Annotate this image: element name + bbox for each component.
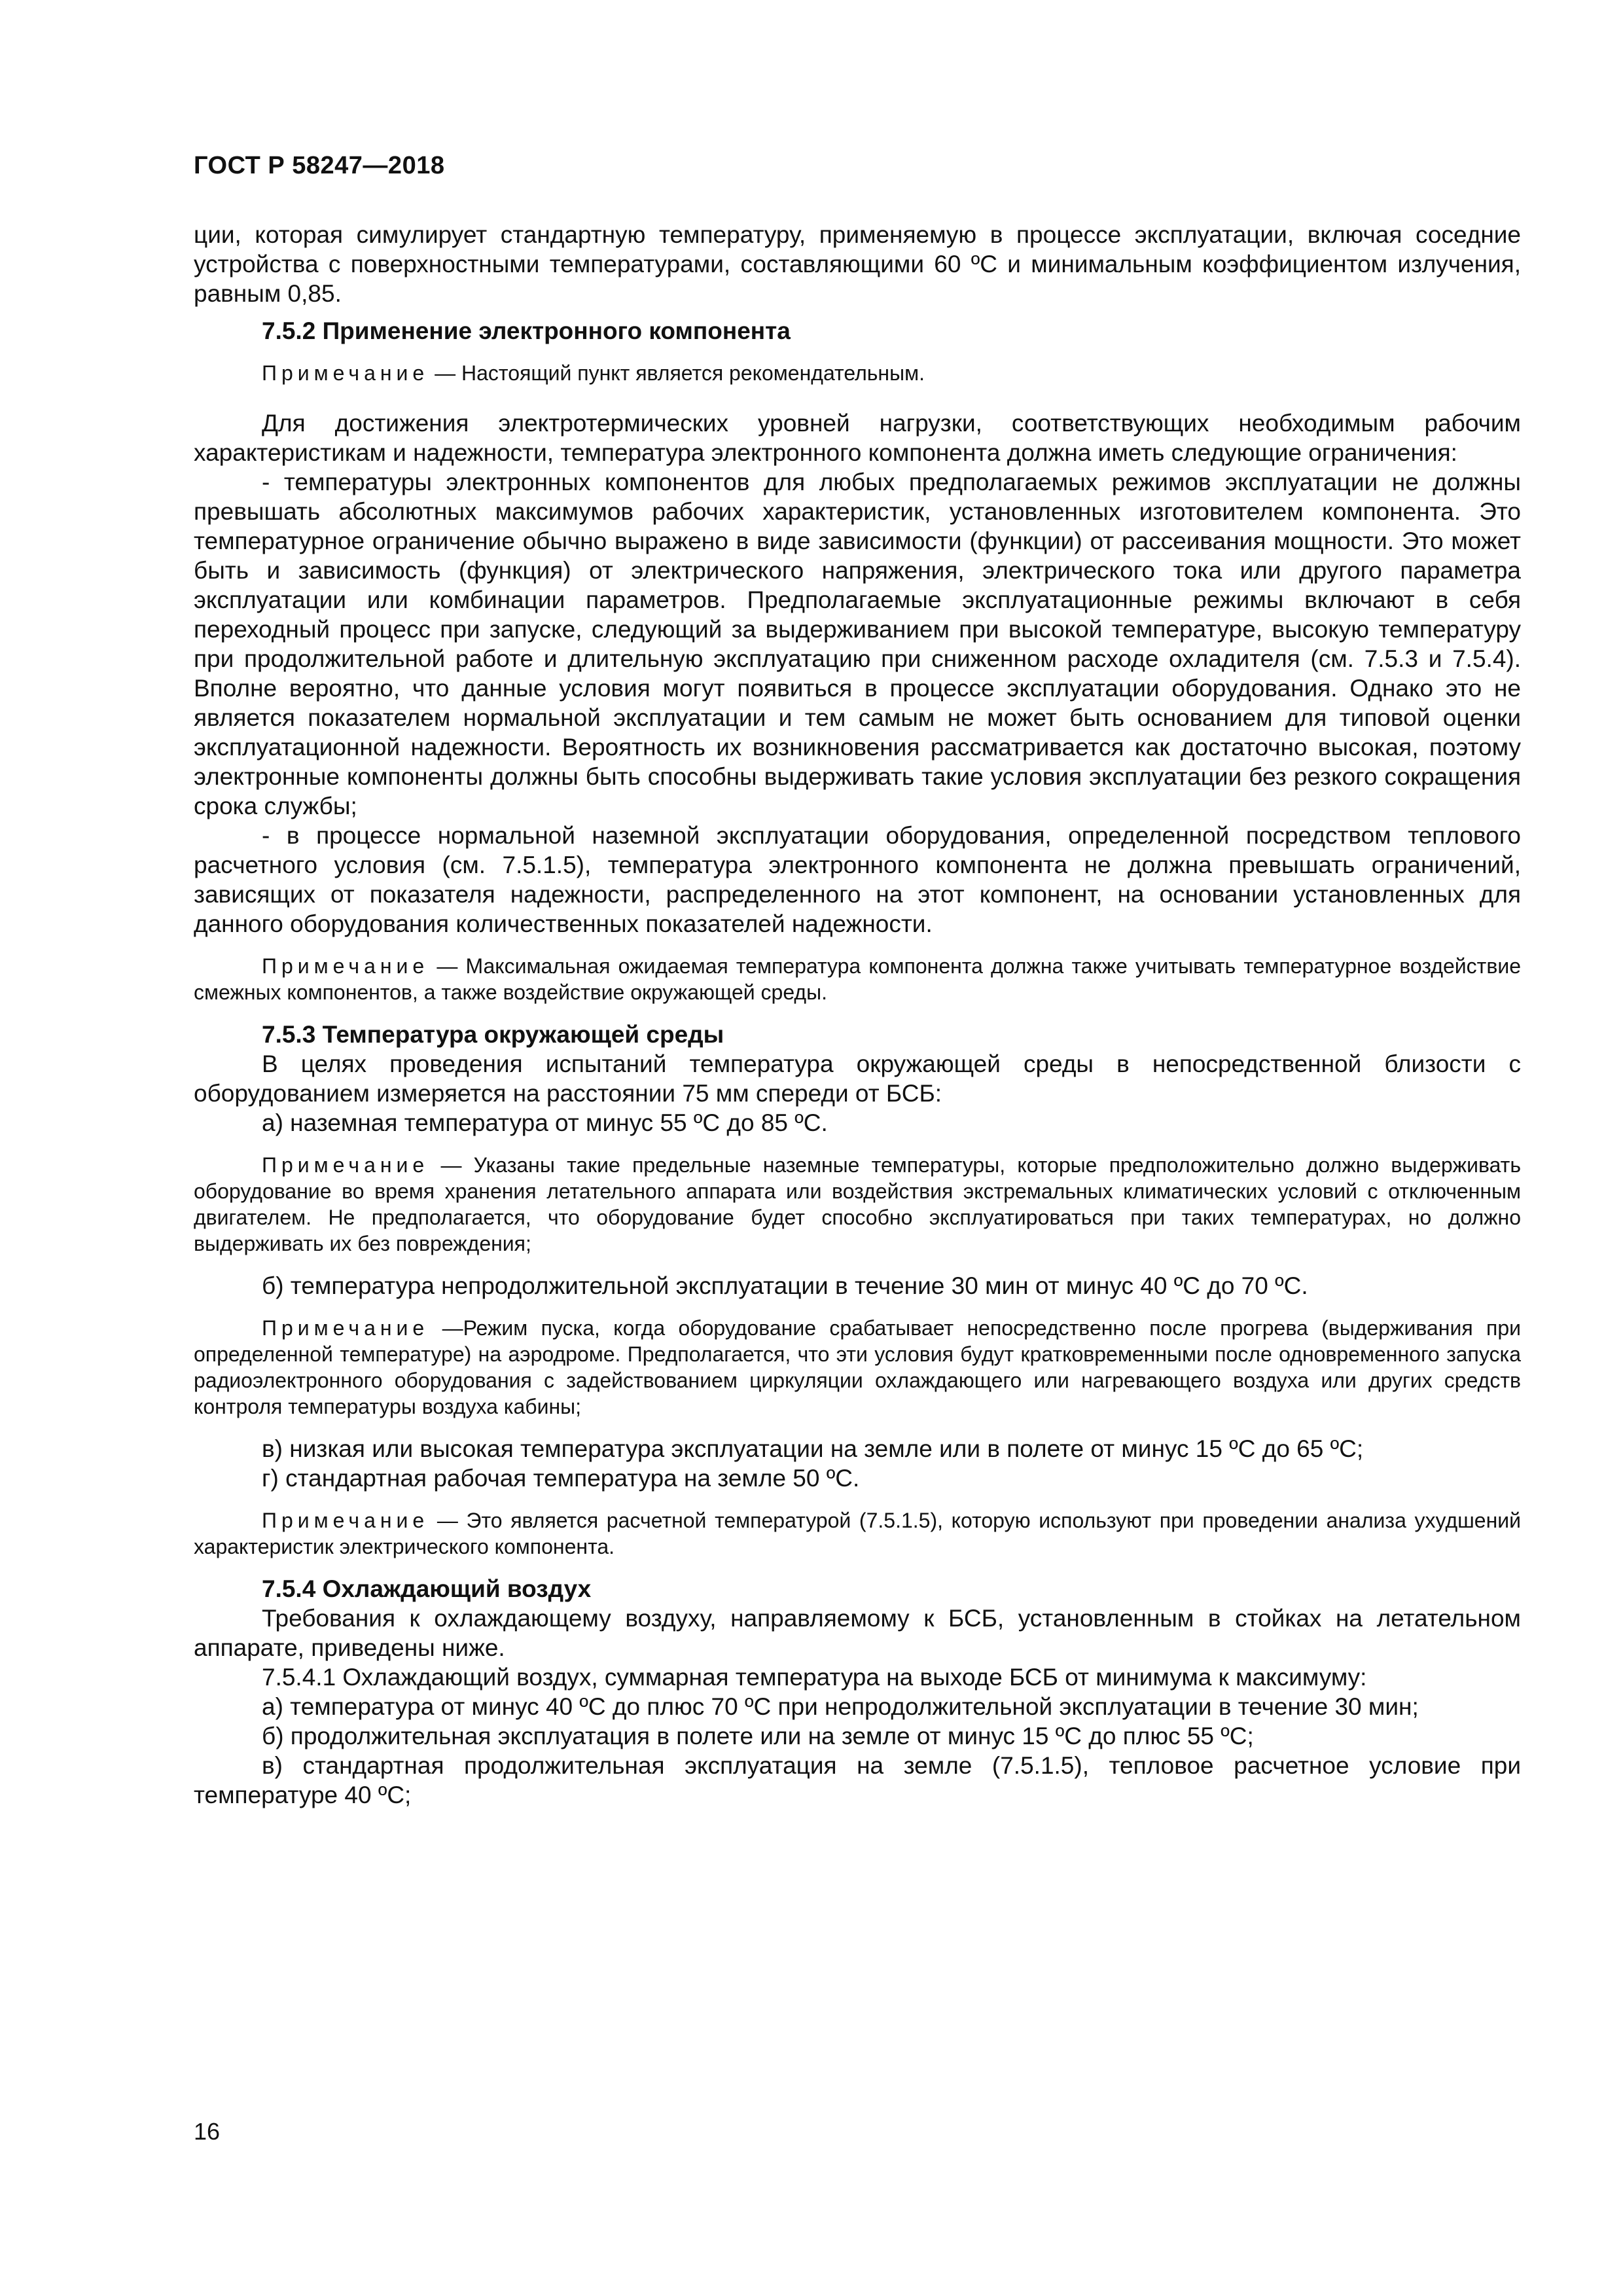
list-item-v-low-high-temperature: в) низкая или высокая температура эксплуатации на земле или в полете от минус 15 ºС до 65 ºС; [262, 1435, 1364, 1462]
note-text: — Это является расчетной температурой (7.5.1.5), которую используют при проведении анализа ухудшений характеристик электрического компонента. [194, 1509, 1521, 1558]
paragraph-ambient-measurement: В целях проведения испытаний температура окружающей среды в непосредственной близости с оборудованием измеряется на расстоянии 75 мм спереди от БСБ: [194, 1050, 1521, 1107]
paragraph-cooling-air-requirements: Требования к охлаждающему воздуху, направляемому к БСБ, установленным в стойках на летательном аппарате, приведены ниже. [194, 1605, 1521, 1661]
standard-number-header: ГОСТ Р 58247—2018 [194, 152, 445, 179]
note-text: —Режим пуска, когда оборудование срабатывает непосредственно после прогрева (выдерживания при определенной температуре) на аэродроме. Предполагается, что эти условия будут кратковременными после одновременного запуска радиоэлектронного оборудования с задействованием циркуляции охлаждающего или нагревающего воздуха или других средств контроля температуры воздуха кабины; [194, 1316, 1521, 1418]
note-label: Примечание [262, 1153, 429, 1177]
note-design-temperature [194, 1507, 1521, 1560]
note-label: Примечание [262, 361, 429, 385]
note-max-component-temperature [194, 953, 1521, 1005]
note-text: — Указаны такие предельные наземные температуры, которые предположительно должно выдерживать оборудование во время хранения летательного аппарата или воздействия экстремальных климатических условий с отключенным двигателем. Не предполагается, что оборудование будет способно эксплуатироваться при таких температурах, но должно выдерживать их без повреждения; [194, 1153, 1521, 1255]
list-item-v-cooling-standard: в) стандартная продолжительная эксплуатация на земле (7.5.1.5), тепловое расчетное условие при температуре 40 ºС; [194, 1752, 1521, 1808]
list-item-a-cooling-short: а) температура от минус 40 ºС до плюс 70 ºС при непродолжительной эксплуатации в течение 30 мин; [262, 1693, 1419, 1720]
section-heading-7-5-2: 7.5.2 Применение электронного компонента [262, 317, 791, 344]
list-item-max-ratings: - температуры электронных компонентов для любых предполагаемых режимов эксплуатации не должны превышать абсолютных максимумов рабочих характеристик, установленных изготовителем компонента. Это температурное ограничение обычно выражено в виде зависимости (функции) от рассеивания мощности. Это может быть и зависимость (функция) от электрического напряжения, электрического тока или другого параметра эксплуатации или комбинации параметров. Предполагаемые эксплуатационные режимы включают в себя переходный процесс при запуске, следующий за выдерживанием при высокой температуре, высокую температуру при продолжительной работе и длительную эксплуатацию при сниженном расходе охладителя (см. 7.5.3 и 7.5.4). Вполне вероятно, что данные условия могут появиться в процессе эксплуатации оборудования. Однако это не является показателем нормальной эксплуатации и тем самым не может быть основанием для типовой оценки эксплуатационной надежности. Вероятность их возникновения рассматривается как достаточно высокая, поэтому электронные компоненты должны быть способны выдерживать такие условия эксплуатации без резкого сокращения срока службы; [194, 469, 1521, 819]
section-heading-7-5-4: 7.5.4 Охлаждающий воздух [262, 1575, 592, 1602]
list-item-g-standard-temperature: г) стандартная рабочая температура на земле 50 ºС. [262, 1465, 860, 1492]
note-label: Примечание [262, 954, 429, 978]
paragraph-continuation: ции, которая симулирует стандартную температуру, применяемую в процессе эксплуатации, включая соседние устройства с поверхностными температурами, составляющими 60 ºС и минимальным коэффициентом излучения, равным 0,85. [194, 221, 1521, 307]
list-item-b-short-operation: б) температура непродолжительной эксплуатации в течение 30 мин от минус 40 ºС до 70 ºС. [262, 1272, 1308, 1299]
list-item-a-ground-temperature: а) наземная температура от минус 55 ºС до 85 ºС. [262, 1109, 828, 1136]
list-item-ground-operation: - в процессе нормальной наземной эксплуатации оборудования, определенной посредством теплового расчетного условия (см. 7.5.1.5), температура электронного компонента не должна превышать ограничений, зависящих от показателя надежности, распределенного на этот компонент, на основании установленных для данного оборудования количественных показателей надежности. [194, 822, 1521, 937]
section-heading-7-5-3: 7.5.3 Температура окружающей среды [262, 1021, 724, 1048]
note-recommendation [194, 360, 1521, 386]
note-label: Примечание [262, 1316, 429, 1340]
note-label: Примечание [262, 1509, 429, 1532]
note-start-mode [194, 1315, 1521, 1420]
document-body [194, 220, 1521, 1810]
note-ground-limits [194, 1152, 1521, 1257]
note-text: — Максимальная ожидаемая температура компонента должна также учитывать температурное воздействие смежных компонентов, а также воздействие окружающей среды. [194, 954, 1521, 1004]
note-text: — Настоящий пункт является рекомендательным. [429, 361, 925, 385]
page-number: 16 [194, 2118, 221, 2145]
list-item-b-cooling-continuous: б) продолжительная эксплуатация в полете или на земле от минус 15 ºС до плюс 55 ºС; [262, 1723, 1254, 1749]
paragraph-7-5-4-1: 7.5.4.1 Охлаждающий воздух, суммарная температура на выходе БСБ от минимума к максимуму: [262, 1664, 1367, 1691]
paragraph-load-levels: Для достижения электротермических уровней нагрузки, соответствующих необходимым рабочим характеристикам и надежности, температура электронного компонента должна иметь следующие ограничения: [194, 410, 1521, 466]
